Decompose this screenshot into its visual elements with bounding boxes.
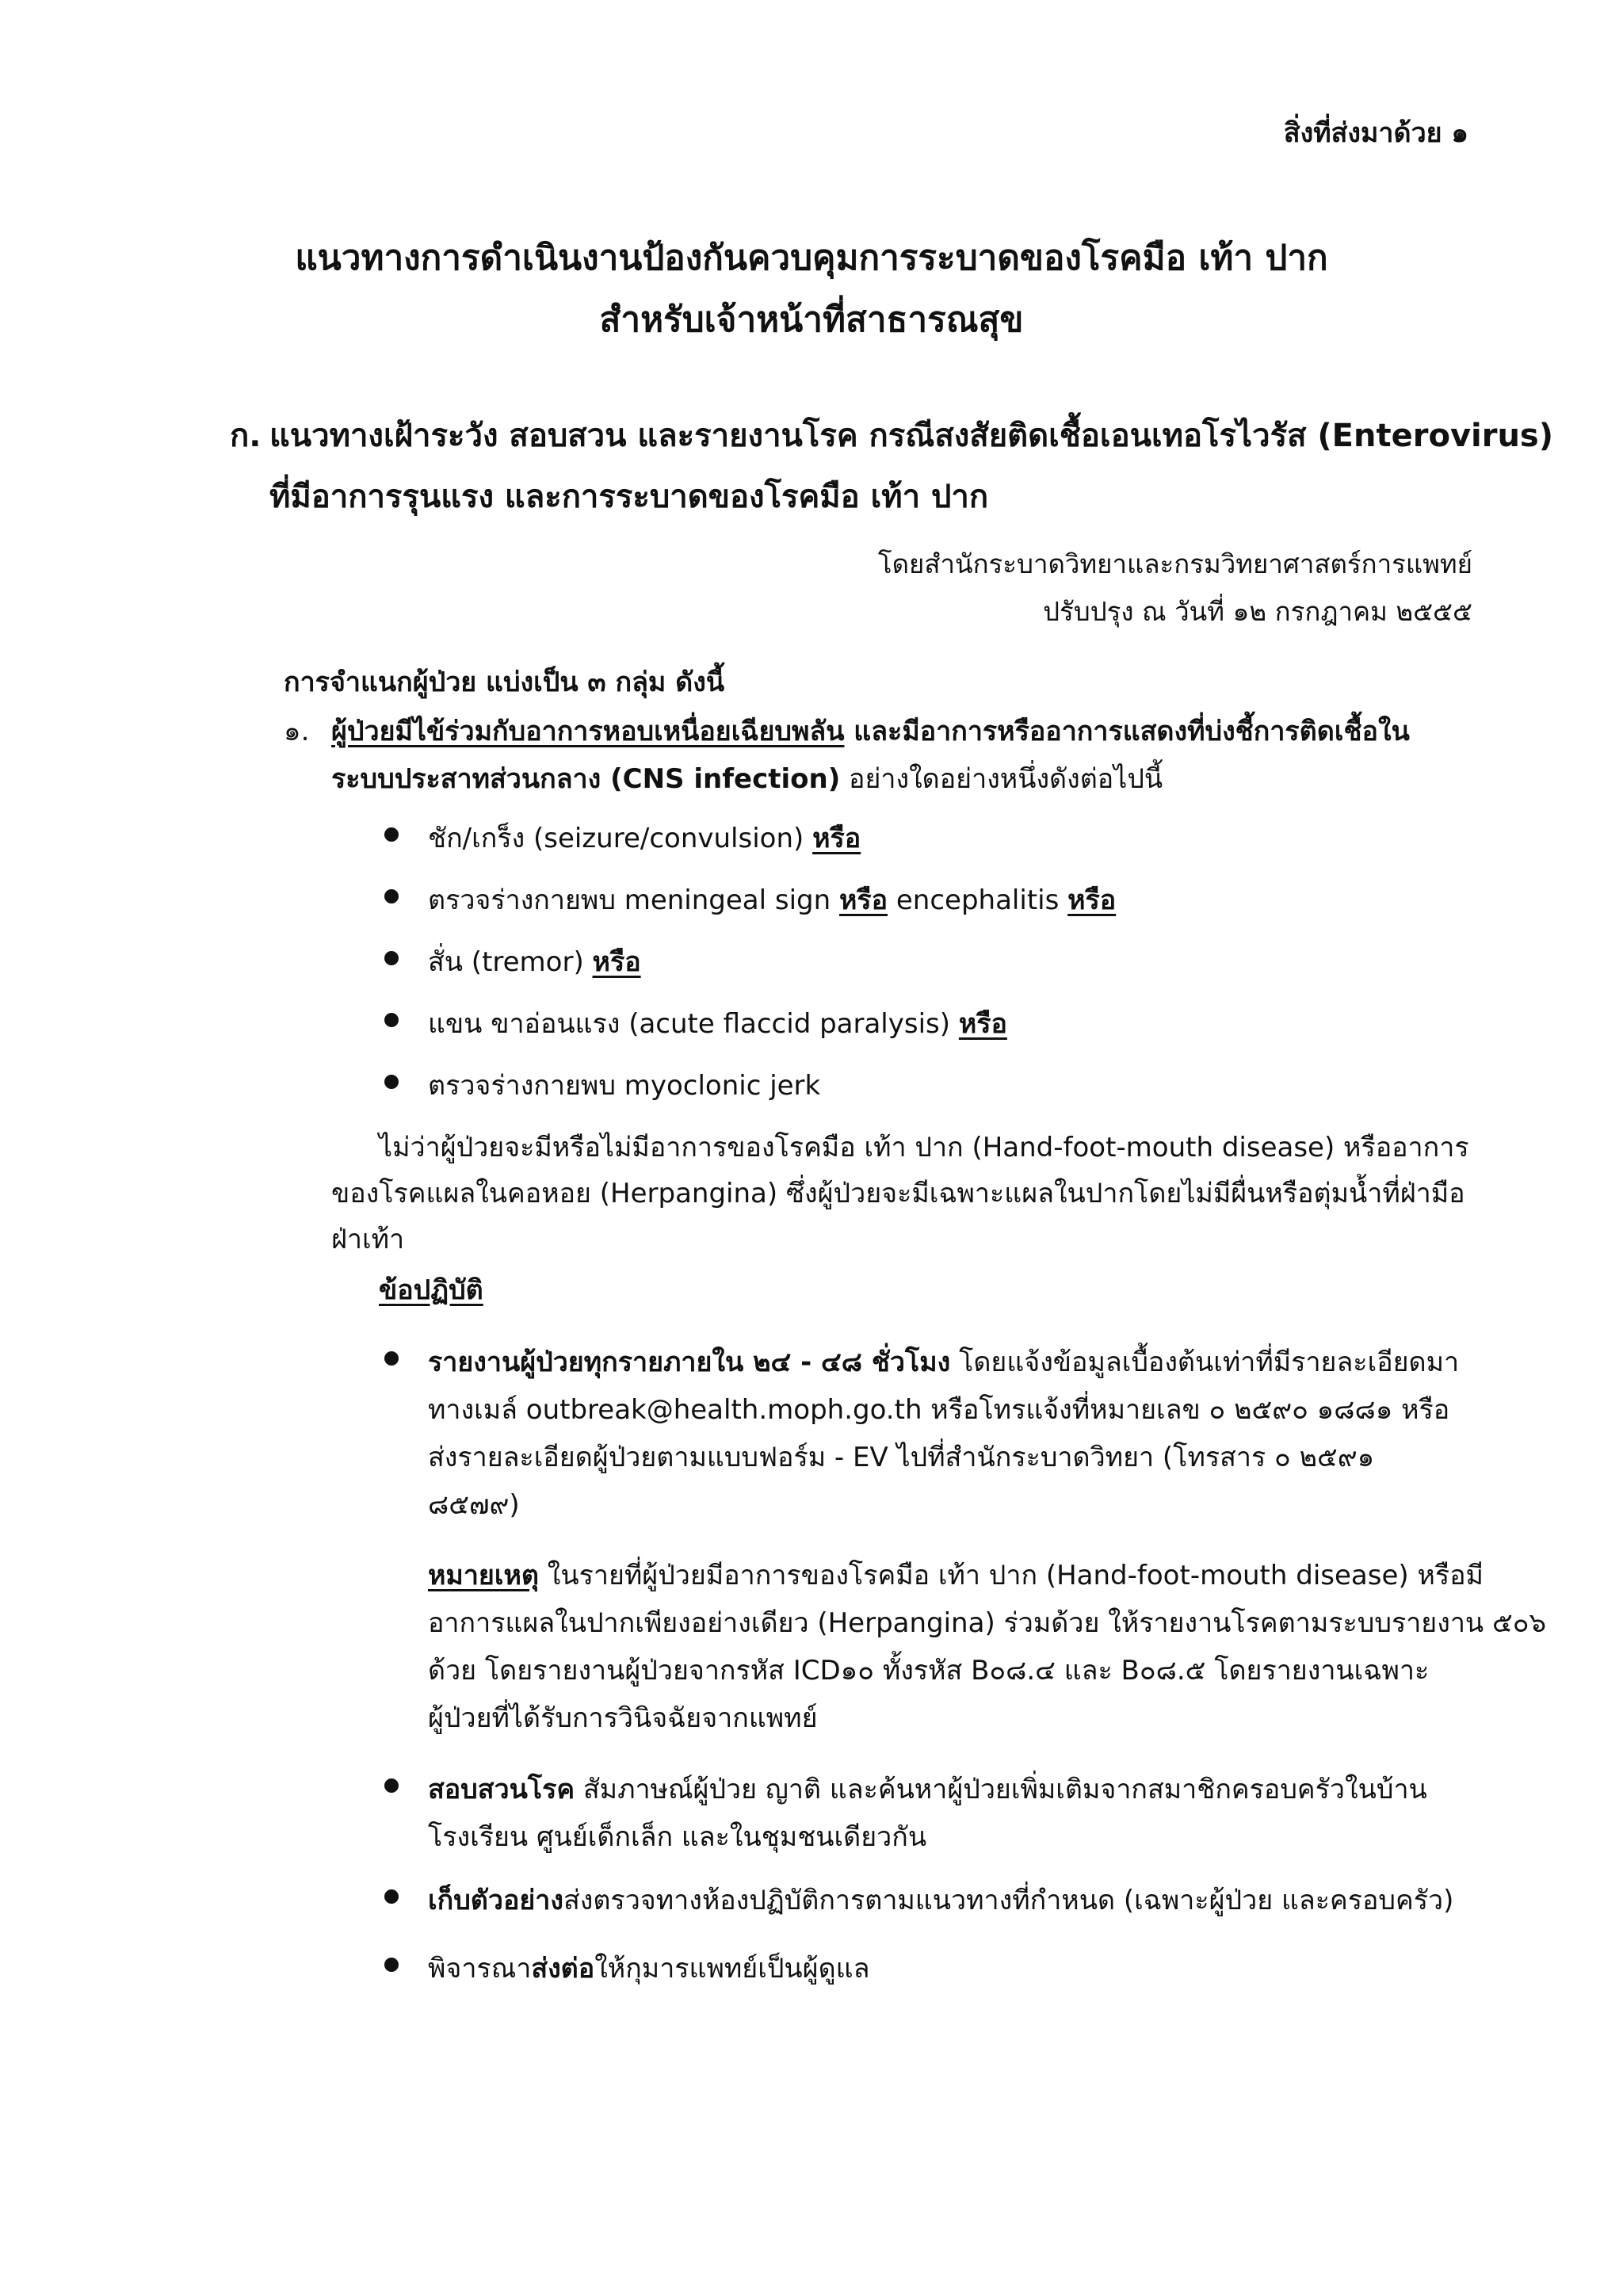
remark-line-4: ผู้ป่วยที่ได้รับการวินิจฉัยจากแพทย์ [428,1702,818,1734]
symptom-text: ตรวจร่างกายพบ myoclonic jerk [428,1070,821,1102]
or-word: หรือ [592,946,641,978]
report-line-4: ๘๕๗๙) [428,1489,520,1521]
note-line-3: ฝ่าเท้า [331,1224,405,1255]
bullet-icon [384,827,399,842]
remark-line-1 [428,1553,1484,1596]
symptom-item [428,1002,1007,1045]
bullet-icon [384,1958,399,1972]
bullet-icon [384,1778,399,1793]
byline-author: โดยสำนักระบาดวิทยาและกรมวิทยาศาสตร์การแพทย์ [877,548,1472,579]
symptom-text: ชัก/เกร็ง (seizure/convulsion) [428,823,813,854]
refer-line [428,1946,869,1989]
investigate-line-2: โรงเรียน ศูนย์เด็กเล็ก และในชุมชนเดียวกัน [428,1821,927,1853]
bullet-icon [384,951,399,965]
bullet-icon [384,1075,399,1089]
sample-line [428,1878,1453,1921]
symptom-text: แขน ขาอ่อนแรง (acute flaccid paralysis) [428,1008,959,1040]
practice-heading: ข้อปฏิบัติ [379,1274,483,1306]
refer-text: พิจารณา [428,1953,532,1985]
note-line-2: ของโรคแผลในคอหอย (Herpangina) ซึ่งผู้ป่วยจะมีเฉพาะแผลในปากโดยไม่มีผื่นหรือตุ่มน้ำที่ฝ่ามือ [331,1178,1465,1209]
note-line-1: ไม่ว่าผู้ป่วยจะมีหรือไม่มีอาการของโรคมือ เท้า ปาก (Hand-foot-mouth disease) หรืออาการ [379,1132,1469,1163]
or-word: หรือ [838,884,888,916]
group-1-line-2 [331,757,1163,800]
report-line-3: ส่งรายละเอียดผู้ป่วยตามแบบฟอร์ม - EV ไปที่สำนักระบาดวิทยา (โทรสาร ๐ ๒๕๙๑ [428,1442,1375,1473]
bullet-icon [384,1351,399,1366]
remark-label: หมายเหตุ [428,1560,539,1591]
or-word: หรือ [812,823,861,854]
bullet-icon [384,1889,399,1904]
byline-revised-date: ปรับปรุง ณ วันที่ ๑๒ กรกฎาคม ๒๕๕๕ [1043,596,1472,627]
group-1-lead-continued: และมีอาการหรืออาการแสดงที่บ่งชี้การติดเชื้อใน [844,716,1410,747]
investigate-line-1 [428,1767,1427,1810]
group-1-lead: ผู้ป่วยมีไข้ร่วมกับอาการหอบเหนื่อยเฉียบพลัน [331,716,845,747]
report-lead: รายงานผู้ป่วยทุกรายภายใน ๒๔ - ๔๘ ชั่วโมง [428,1347,951,1378]
report-line-1 [428,1340,1459,1383]
symptom-item [428,878,1116,921]
or-word: หรือ [958,1008,1007,1040]
refer-lead: ส่งต่อ [531,1953,595,1985]
classification-heading: การจำแนกผู้ป่วย แบ่งเป็น ๓ กลุ่ม ดังนี้ [284,667,725,698]
group-1-line-1 [331,709,1410,752]
sample-text: ส่งตรวจทางห้องปฏิบัติการตามแนวทางที่กำหนด (เฉพาะผู้ป่วย และครอบครัว) [563,1885,1454,1916]
or-word: หรือ [1067,884,1117,916]
symptom-item [428,1064,820,1106]
sample-lead: เก็บตัวอย่าง [428,1885,563,1916]
section-a-heading-line-1: แนวทางเฝ้าระวัง สอบสวน และรายงานโรค กรณีสงสัยติดเชื้อเอนเทอโรไวรัส (Enterovirus) [269,418,1554,454]
investigate-text: สัมภาษณ์ผู้ป่วย ญาติ และค้นหาผู้ป่วยเพิ่มเติมจากสมาชิกครอบครัวในบ้าน [575,1774,1427,1805]
investigate-lead: สอบสวนโรค [428,1774,575,1805]
remark-text: ในรายที่ผู้ป่วยมีอาการของโรคมือ เท้า ปาก (Hand-foot-mouth disease) หรือมี [538,1560,1484,1591]
group-1-line-2-rest: อย่างใดอย่างหนึ่งดังต่อไปนี้ [840,763,1163,795]
symptom-item [428,816,861,859]
symptom-text: สั่น (tremor) [428,946,593,978]
symptom-text: ตรวจร่างกายพบ meningeal sign [428,884,839,916]
bullet-icon [384,889,399,904]
title-line-1: แนวทางการดำเนินงานป้องกันควบคุมการระบาดของโรคมือ เท้า ปาก [295,238,1328,278]
title-line-2: สำหรับเจ้าหน้าที่สาธารณสุข [599,300,1024,340]
attachment-label: สิ่งที่ส่งมาด้วย ๑ [1283,117,1468,149]
section-a-label: ก. [230,418,262,454]
bullet-icon [384,1013,399,1027]
symptom-item [428,940,641,983]
remark-line-2: อาการแผลในปากเพียงอย่างเดียว (Herpangina) ร่วมด้วย ให้รายงานโรคตามระบบรายงาน ๕๐๖ [428,1607,1547,1639]
group-1-number: ๑. [284,716,310,747]
report-text: โดยแจ้งข้อมูลเบื้องต้นเท่าที่มีรายละเอียดมา [950,1347,1460,1378]
section-a-heading-line-2: ที่มีอาการรุนแรง และการระบาดของโรคมือ เท้า ปาก [269,479,989,515]
report-line-2: ทางเมล์ outbreak@health.moph.go.th หรือโทรแจ้งที่หมายเลข ๐ ๒๕๙๐ ๑๘๘๑ หรือ [428,1394,1450,1426]
cns-infection-term: ระบบประสาทส่วนกลาง (CNS infection) [331,763,841,795]
refer-text: ให้กุมารแพทย์เป็นผู้ดูแล [594,1953,870,1985]
symptom-text: encephalitis [888,884,1068,916]
remark-line-3: ด้วย โดยรายงานผู้ป่วยจากรหัส ICD๑๐ ทั้งรหัส B๐๘.๔ และ B๐๘.๕ โดยรายงานเฉพาะ [428,1655,1430,1687]
